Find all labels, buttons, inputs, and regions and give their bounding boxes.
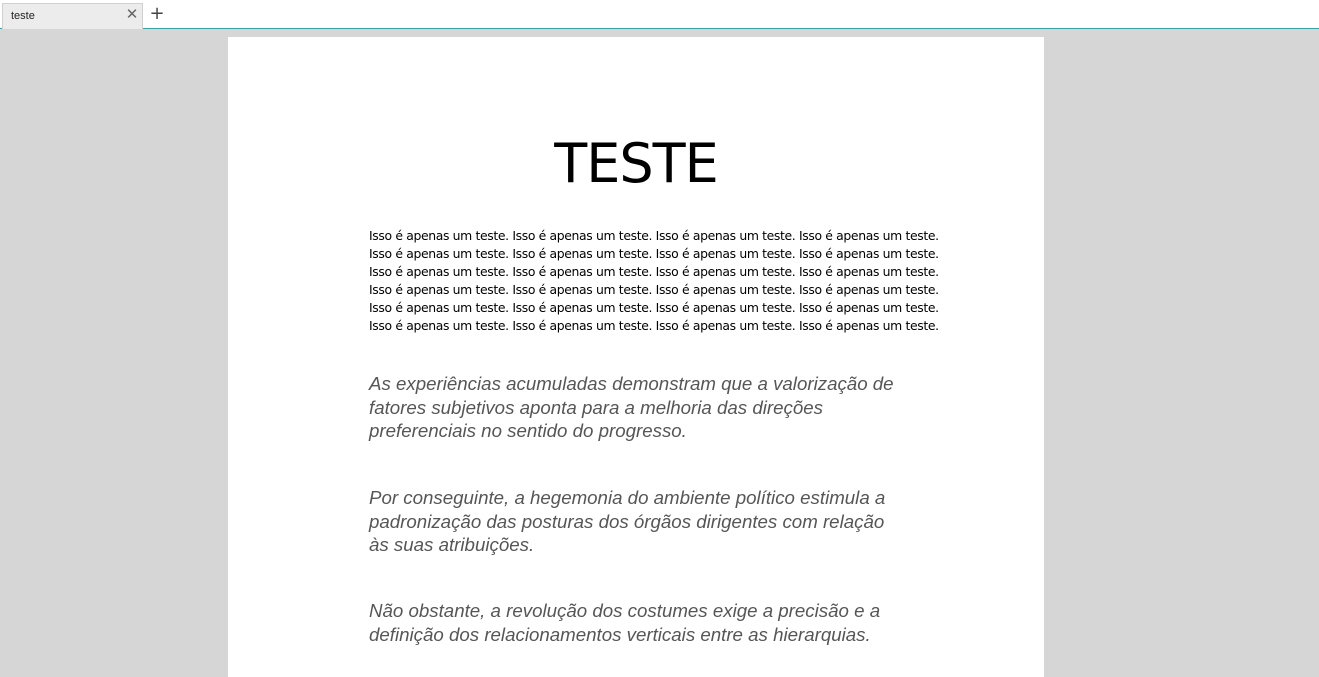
paragraph-line: fatores subjetivos aponta para a melhoria das direções	[369, 396, 823, 418]
tab-label: teste	[11, 10, 35, 22]
text-line: Isso é apenas um teste. Isso é apenas um teste. Isso é apenas um teste. Isso é apenas um teste.	[369, 318, 939, 334]
paragraph-line: As experiências acumuladas demonstram que a valorização de	[369, 373, 894, 394]
tab-bar	[0, 0, 1319, 29]
document-title: TESTE	[554, 132, 718, 195]
tab-teste[interactable]	[2, 3, 143, 29]
paragraph-line: preferenciais no sentido do progresso.	[369, 420, 687, 441]
text-line: Isso é apenas um teste. Isso é apenas um teste. Isso é apenas um teste. Isso é apenas um teste.	[369, 264, 939, 280]
plain-text-block	[369, 227, 939, 336]
text-line: Isso é apenas um teste. Isso é apenas um teste. Isso é apenas um teste. Isso é apenas um teste.	[369, 228, 939, 243]
paragraph-line: padronização das posturas dos órgãos dirigentes com relação	[369, 510, 885, 532]
paragraph-line: definição dos relacionamentos verticais entre as hierarquias.	[369, 623, 871, 645]
text-line: Isso é apenas um teste. Isso é apenas um teste. Isso é apenas um teste. Isso é apenas um teste.	[369, 300, 939, 316]
new-tab-button[interactable]: +	[149, 3, 165, 24]
paragraph-line: Por conseguinte, a hegemonia do ambiente político estimula a	[369, 487, 886, 508]
text-line: Isso é apenas um teste. Isso é apenas um teste. Isso é apenas um teste. Isso é apenas um teste.	[369, 282, 939, 298]
italic-paragraph	[369, 599, 909, 646]
paragraph-line: às suas atribuições.	[369, 534, 535, 555]
document-page	[228, 37, 1044, 677]
paragraph-line: Não obstante, a revolução dos costumes exige a precisão e a	[369, 600, 881, 621]
italic-paragraph	[369, 486, 909, 557]
text-line: Isso é apenas um teste. Isso é apenas um teste. Isso é apenas um teste. Isso é apenas um teste.	[369, 246, 939, 262]
italic-paragraph	[369, 372, 909, 443]
close-icon[interactable]: ✕	[125, 5, 139, 23]
